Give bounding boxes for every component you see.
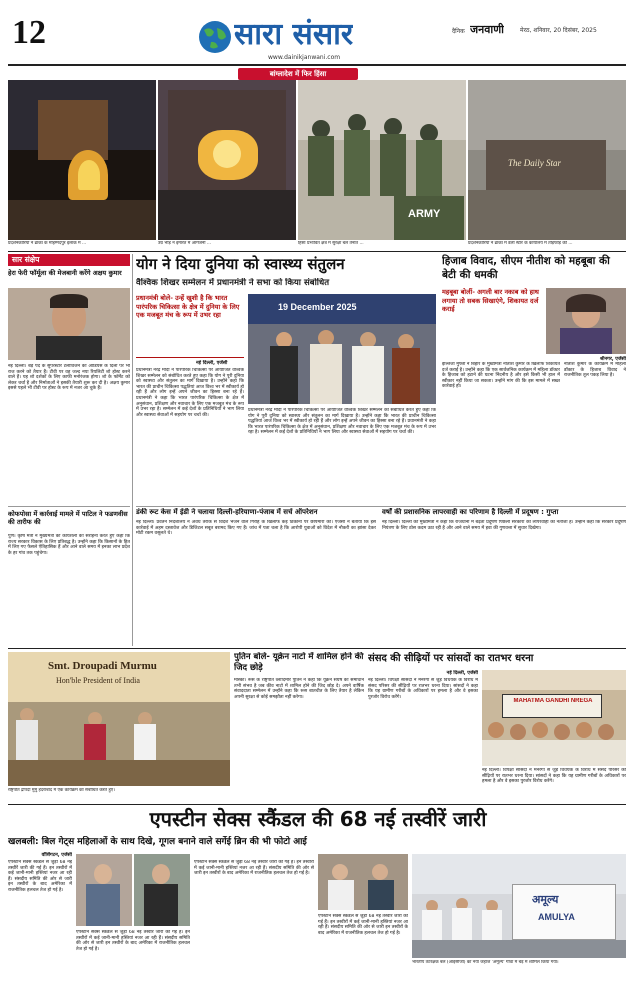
dateline: मेरठ, शनिवार, 20 दिसंबर, 2025 bbox=[520, 27, 597, 34]
daily-star-sign: The Daily Star bbox=[508, 158, 561, 168]
epstein-photo-3 bbox=[318, 854, 408, 910]
brief-1-body: नई दिल्ली। बड़े पर्दे के सुपरस्टार टेलीविजन की ऑडियंस के दिलों पर भी राज करने को तैयार हैं। टीवी पर वह जल्द नया रियलिटी शो होस्ट करने वाले हैं। यह शो दर्शकों के लिए काफी मनोरंजक होगा। शो के फॉर्मेट को लेकर चर्चा है और निर्माताओं ने इसकी तैयारी शुरू कर दी है। अक्षय कुमार इससे पहले भी टीवी पर होस्ट के रूप में नजर आ चुके हैं। bbox=[8, 364, 130, 392]
yoga-body: प्रधानमंत्री नरेंद्र मोदी ने पारंपरिक चिकित्सा पर आयोजित वैश्विक शिखर सम्मेलन को संबोधित करते हुए कहा कि योग ने पूरी दुनिया को स्वास्थ्य और संतुलन का मार्ग दिखाया है। उन्होंने कहा कि भारत की प्राचीन चिकित्सा पद्धतियां आज विश्व भर में स्वीकार्य हो रही हैं और लोग इन्हें अपने जीवन का हिस्सा बना रहे हैं। प्रधानमंत्री ने कहा कि भारत पारंपरिक चिकित्सा के क्षेत्र में अनुसंधान, प्रशिक्षण और नवाचार के लिए एक मजबूत मंच के रूप में उभर रहा है। सम्मेलन में कई देशों के प्रतिनिधियों ने भाग लिया और स्वास्थ्य सेवाओं में सहयोग पर चर्चा की। bbox=[136, 368, 244, 418]
hijab-subhead: महबूबा बोलीं- अगली बार नकाब को हाथ लगाया तो सबक सिखाएंगे, शिकायत दर्ज कराई bbox=[442, 288, 539, 313]
murmu-caption: राष्ट्रपति द्रौपदी मुर्मु हैदराबाद में एक कार्यक्रम को संबोधित करते हुए। bbox=[8, 788, 115, 793]
ship-caption: भारतीय तटरक्षक बल (आईसीजी) का नया जहाज 'अमूल्य' गोवा में बेड़े में शामिल किया गया। bbox=[412, 960, 559, 965]
amulya-ship-photo bbox=[412, 854, 626, 958]
putin-story bbox=[234, 652, 364, 802]
bangladesh-banner bbox=[238, 68, 358, 80]
epstein-body-3: एपस्टीन सेक्स स्कैंडल से जुड़ी 68 नई तस्वीरें जारी की गई हैं। इन तस्वीरों में कई जानी-मानी हस्तियां नजर आ रही हैं। संसदीय समिति की ओर से जारी इन तस्वीरों के बाद अमेरिका में राजनीतिक हलचल तेज हो गई है। bbox=[194, 860, 314, 877]
iltija-photo bbox=[546, 288, 626, 354]
brief-2-headline: कोफपोसा में कार्रवाई मामले में पाटिल ने फडणवीस की तारीफ की bbox=[8, 510, 128, 526]
epstein-story bbox=[8, 806, 626, 982]
yoga-summit-photo bbox=[248, 294, 436, 404]
hijab-photo-caption: नीतीश कुमार के कार्यक्रम में महिला डॉक्टर के हिजाब विवाद ने राजनीतिक तूल पकड़ लिया है। bbox=[564, 362, 626, 379]
dunki-headline: डंकी रूट केस में ईडी ने चलाया दिल्ली-हरियाणा-पंजाब में सर्च ऑपरेशन bbox=[136, 508, 318, 516]
murmu-stage-text: Smt. Droupadi Murmu bbox=[48, 660, 157, 672]
hijab-headline: हिजाब विवाद, सीएम नीतीश को महबूबा की बेटी की धमकी bbox=[442, 255, 610, 281]
epstein-byline: वॉशिंगटन, एजेंसी bbox=[41, 853, 72, 858]
globe-logo-icon bbox=[198, 20, 232, 54]
paper-name: जनवाणी bbox=[470, 23, 505, 36]
epstein-subhead: खलबली: बिल गेट्स महिलाओं के साथ दिखे, गूगल बनाने वाले सर्गेई ब्रिन की भी फोटो आई bbox=[8, 837, 307, 847]
epstein-headline: एपस्टीन सेक्स स्कैंडल की 68 नई तस्वीरें जारी bbox=[149, 807, 487, 831]
dunki-story bbox=[136, 508, 376, 646]
akshay-photo bbox=[8, 288, 130, 360]
bangladesh-caption-3: हिंसा प्रभावित क्षेत्र में सुरक्षा बल तैनात ... bbox=[298, 241, 364, 246]
brief-1-headline: हेरा फेरी फॉर्मूला की मेजबानी करेंगे अक्षय कुमार bbox=[8, 269, 122, 277]
ship-label-en: AMULYA bbox=[538, 912, 575, 922]
hijab-byline: श्रीनगर, एजेंसी bbox=[599, 357, 626, 362]
yoga-headline: योग ने दिया दुनिया को स्वास्थ्य संतुलन bbox=[136, 255, 345, 273]
yoga-pull-quote: प्रधानमंत्री बोले- उन्हें खुशी है कि भारत पारंपरिक चिकित्सा के क्षेत्र में दुनिया के लिए एक मजबूत मंच के रूप में उभर रहा bbox=[136, 294, 244, 358]
putin-body: मॉस्को। रूस के राष्ट्रपति व्लादिमीर पुतिन ने कहा कि यूक्रेन संघर्ष का समाधान तभी संभव है जब कीव नाटो में शामिल होने की जिद छोड़ दे। अपने वार्षिक संवाददाता सम्मेलन में उन्होंने कहा कि रूस बातचीत के लिए तैयार है लेकिन अपनी सुरक्षा से कोई समझौता नहीं करेगा। bbox=[234, 678, 364, 700]
yoga-story bbox=[136, 254, 436, 504]
parliament-photo bbox=[482, 670, 626, 766]
masthead bbox=[0, 0, 634, 66]
section-label bbox=[8, 254, 130, 266]
delhi-pollution-headline: वर्षों की प्रशासनिक लापरवाही का परिणाम है दिल्ली में प्रदूषण : गुप्ता bbox=[382, 508, 559, 516]
photo-daily-star bbox=[468, 80, 626, 240]
parliament-body-cont: नई दिल्ली। विपक्षी सांसदों ने मनरेगा से जुड़े विधेयक के विरोध में संसद परिसर की सीढ़ियों पर रातभर धरना दिया। सांसदों ने कहा कि यह ग्रामीण गरीबों के अधिकारों पर हमला है और वे इसका पुरजोर विरोध करेंगे। bbox=[482, 768, 626, 785]
murmu-photo bbox=[8, 652, 230, 786]
parliament-byline: नई दिल्ली, एजेंसी bbox=[446, 671, 478, 676]
epstein-body-4: एपस्टीन सेक्स स्कैंडल से जुड़ी 68 नई तस्वीरें जारी की गई हैं। इन तस्वीरों में कई जानी-मानी हस्तियां नजर आ रही हैं। संसदीय समिति की ओर से जारी इन तस्वीरों के बाद अमेरिका में राजनीतिक हलचल तेज हो गई है। bbox=[318, 914, 408, 936]
brief-2-body: पुणे। कृषि मंत्री ने मुख्यमंत्री की कार्यशैली की सराहना करते हुए कहा कि राज्य सरकार विकास के लिए प्रतिबद्ध है। उन्होंने कहा कि किसानों के हित में लिए गए फैसले ऐतिहासिक हैं और आने वाले समय में इनका लाभ प्रदेश के हर गांव तक पहुंचेगा। bbox=[8, 534, 130, 556]
parliament-headline: संसद की सीढ़ियों पर सांसदों का रातभर धरना bbox=[368, 653, 534, 664]
epstein-photo-2 bbox=[134, 854, 190, 926]
bangladesh-photos bbox=[8, 80, 626, 250]
bangladesh-banner-text: बांग्लादेश में फिर हिंसा bbox=[269, 70, 327, 78]
stage-banner-text: 19 December 2025 bbox=[278, 302, 357, 312]
photo-fire-night bbox=[8, 80, 156, 240]
parliament-story bbox=[368, 652, 626, 802]
bangladesh-caption-2: उग्र भीड़ ने इमारत में आगजनी ... bbox=[158, 241, 212, 246]
website[interactable]: www.dainikjanwani.com bbox=[268, 54, 341, 61]
delhi-pollution-body: नई दिल्ली। दिल्ली की मुख्यमंत्री ने कहा कि राजधानी में बढ़ता प्रदूषण पिछली सरकारों की लापरवाही का नतीजा है। उन्होंने कहा कि सरकार प्रदूषण नियंत्रण के लिए ठोस कदम उठा रही है और आने वाले समय में हवा की गुणवत्ता में सुधार दिखेगा। bbox=[382, 520, 626, 531]
hijab-body: इल्तिजा मुफ्ती ने बिहार के मुख्यमंत्री नीतीश कुमार के खिलाफ शिकायत दर्ज कराई है। उन्होंने कहा कि एक सार्वजनिक कार्यक्रम में महिला डॉक्टर के हिजाब को हटाने की घटना निंदनीय है और इसे किसी भी हाल में स्वीकार नहीं किया जा सकता। उन्होंने मांग की कि इस मामले में सख्त कार्रवाई हो। bbox=[442, 362, 560, 390]
bangladesh-caption-1: प्रदर्शनकारियों ने ढाका के मोहम्मदपुर इलाके में ... bbox=[8, 241, 87, 246]
bangladesh-caption-4: प्रदर्शनकारियों ने ढाका में डेली स्टार के कार्यालय में तोड़फोड़ की ... bbox=[468, 241, 573, 246]
page-number: 12 bbox=[12, 14, 46, 51]
dunki-body: नई दिल्ली। प्रवर्तन निदेशालय ने अवैध तरीके से विदेश भेजने वाले गिरोह के खिलाफ कई ठिकानों पर छापेमारी की। एजेंसी ने बताया कि इस कार्रवाई में अहम दस्तावेज और डिजिटल सबूत बरामद किए गए हैं। जांच में पता चला है कि आरोपी युवाओं को विदेश में नौकरी का झांसा देकर मोटी रकम वसूलते थे। bbox=[136, 520, 376, 537]
epstein-body: एपस्टीन सेक्स स्कैंडल से जुड़ी 68 नई तस्वीरें जारी की गई हैं। इन तस्वीरों में कई जानी-मानी हस्तियां नजर आ रही हैं। संसदीय समिति की ओर से जारी इन तस्वीरों के बाद अमेरिका में राजनीतिक हलचल तेज हो गई है। bbox=[8, 860, 72, 893]
yoga-byline: नई दिल्ली, एजेंसी bbox=[196, 361, 228, 366]
left-column bbox=[8, 254, 130, 646]
murmu-stage-text2: Hon'ble President of India bbox=[56, 676, 140, 685]
brand-title: सारा संसार bbox=[234, 17, 354, 52]
ship-label-hindi: अमूल्य bbox=[532, 893, 559, 906]
putin-headline: पुतिन बोले- यूक्रेन नाटो में शामिल होने की जिद छोड़े bbox=[234, 652, 364, 673]
photo-burning-building bbox=[158, 80, 296, 240]
section-label-text: सार संक्षेप bbox=[12, 255, 40, 264]
yoga-subhead: वैश्विक शिखर सम्मेलन में प्रधानमंत्री ने सभा को किया संबोधित bbox=[136, 278, 330, 288]
photo-army bbox=[298, 80, 466, 240]
epstein-body-2: एपस्टीन सेक्स स्कैंडल से जुड़ी 68 नई तस्वीरें जारी की गई हैं। इन तस्वीरों में कई जानी-मानी हस्तियां नजर आ रही हैं। संसदीय समिति की ओर से जारी इन तस्वीरों के बाद अमेरिका में राजनीतिक हलचल तेज हो गई है। bbox=[76, 930, 190, 952]
army-label: ARMY bbox=[408, 208, 441, 220]
edition-label: दैनिक bbox=[452, 28, 465, 35]
parliament-body: नई दिल्ली। विपक्षी सांसदों ने मनरेगा से जुड़े विधेयक के विरोध में संसद परिसर की सीढ़ियों पर रातभर धरना दिया। सांसदों ने कहा कि यह ग्रामीण गरीबों के अधिकारों पर हमला है और वे इसका पुरजोर विरोध करेंगे। bbox=[368, 678, 478, 700]
nrega-banner-text: MAHATMA GANDHI NREGA bbox=[513, 698, 593, 704]
epstein-photo-1 bbox=[76, 854, 132, 926]
delhi-pollution-story bbox=[382, 508, 626, 646]
hijab-story bbox=[442, 254, 626, 504]
yoga-body-cont: प्रधानमंत्री नरेंद्र मोदी ने पारंपरिक चिकित्सा पर आयोजित वैश्विक शिखर सम्मेलन को संबोधित करते हुए कहा कि योग ने पूरी दुनिया को स्वास्थ्य और संतुलन का मार्ग दिखाया है। उन्होंने कहा कि भारत की प्राचीन चिकित्सा पद्धतियां आज विश्व भर में स्वीकार्य हो रही हैं और लोग इन्हें अपने जीवन का हिस्सा बना रहे हैं। प्रधानमंत्री ने कहा कि भारत पारंपरिक चिकित्सा के क्षेत्र में अनुसंधान, प्रशिक्षण और नवाचार के लिए एक मजबूत मंच के रूप में उभर रहा है। सम्मेलन में कई देशों के प्रतिनिधियों ने भाग लिया और स्वास्थ्य सेवाओं में सहयोग पर चर्चा की। bbox=[248, 408, 436, 436]
